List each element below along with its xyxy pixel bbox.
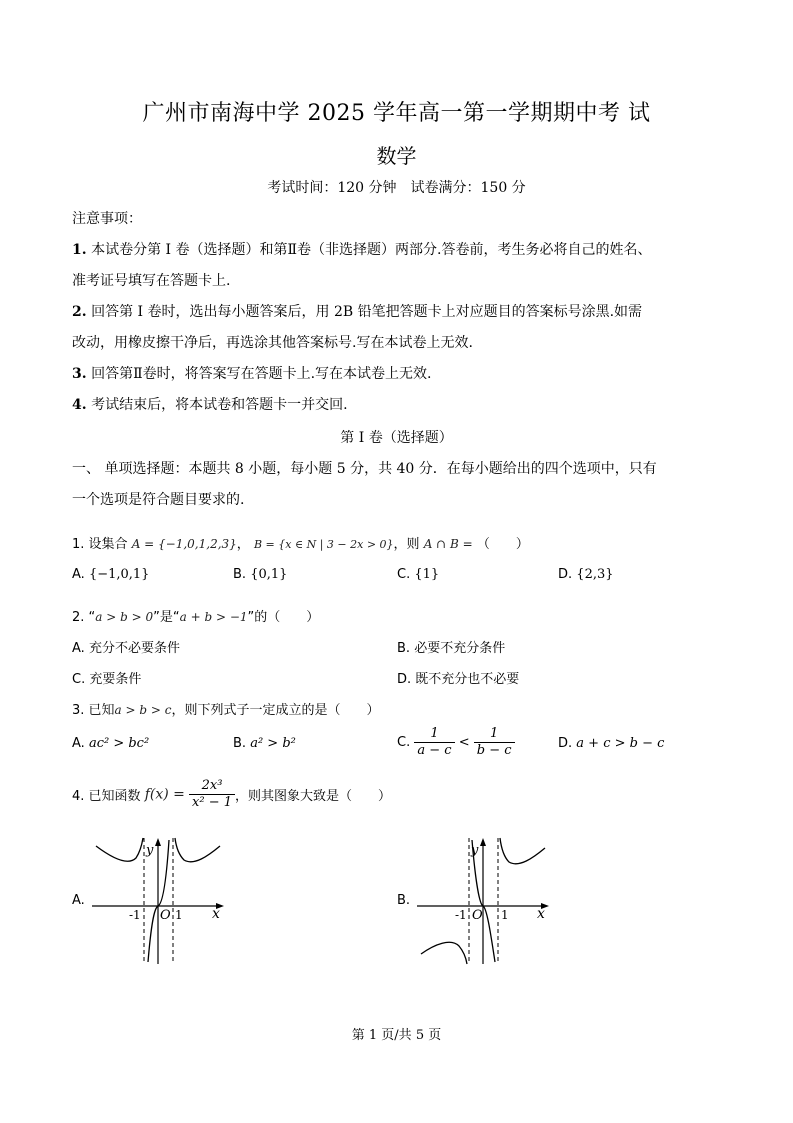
function-fraction (189, 778, 235, 811)
exam-meta: 考试时间：120 分钟 试卷满分：150 分 (267, 180, 526, 196)
answer-paren: （ ） (476, 537, 529, 552)
option-label: B. (233, 567, 247, 582)
part-instructions: 一、 单项选择题：本题共 8 小题，每小题 5 分，共 40 分．在每小题给出的四个选项中，只有 (72, 461, 657, 477)
option-1b[interactable] (233, 567, 287, 582)
option-label: B. (233, 736, 247, 751)
y-axis-arrow (480, 838, 486, 846)
question-text: 4. 已知函数 (72, 789, 141, 804)
option-2d[interactable] (397, 668, 519, 687)
part-instructions-cont: 一个选项是符合题目要求的. (72, 492, 245, 508)
note-number: 1. (72, 242, 87, 258)
tick-label-one: 1 (175, 908, 183, 922)
set-b-expr: B = {x ∈ N | 3 − 2x > 0} (253, 538, 394, 551)
numerator: 1 (414, 726, 454, 743)
option-3c[interactable] (397, 726, 515, 759)
x-axis-label: x (537, 906, 545, 922)
option-value: 既不充分也不必要 (415, 672, 520, 687)
option-value: {−1,0,1} (88, 567, 150, 582)
question-text: ，则 (393, 537, 420, 552)
option-2c[interactable] (72, 668, 141, 687)
option-label: C. (72, 672, 86, 687)
note-2-cont: 改动，用橡皮擦干净后，再选涂其他答案标号.写在本试卷上无效. (72, 335, 473, 351)
y-axis-label: y (146, 843, 154, 858)
less-than-op: < (458, 735, 470, 750)
question-text: ”是“ (153, 610, 180, 625)
condition-expr: a > b > 0 (95, 610, 154, 624)
note-number: 2. (72, 304, 87, 320)
option-1d[interactable] (558, 567, 614, 582)
intersection-expr: A ∩ B = (423, 537, 473, 551)
option-value: ac² > bc² (88, 736, 150, 751)
option-3d[interactable] (558, 736, 664, 751)
option-value: 充分不必要条件 (88, 641, 180, 656)
x-axis-label: x (212, 906, 220, 922)
section-heading: 第 I 卷（选择题） (340, 430, 453, 446)
fraction-2 (474, 726, 515, 759)
question-text: 3. 已知 (72, 703, 115, 718)
denominator: a − c (417, 743, 452, 758)
note-2 (72, 297, 642, 327)
note-4 (72, 390, 348, 420)
option-value: 必要不充分条件 (414, 641, 506, 656)
note-number: 4. (72, 397, 87, 413)
option-label: A. (72, 641, 85, 656)
numerator: 1 (474, 726, 515, 743)
option-3a[interactable] (72, 736, 149, 751)
separator: ， (236, 537, 250, 552)
option-label: A. (72, 567, 85, 582)
function-name: f(x) = (144, 786, 185, 803)
note-1-cont: 准考证号填写在答题卡上. (72, 273, 231, 289)
condition-expr: a + b > −1 (179, 610, 248, 624)
note-text: 考试结束后，将本试卷和答题卡一并交回. (91, 397, 348, 413)
question-2-stem (72, 606, 319, 625)
option-value: 充要条件 (89, 672, 142, 687)
origin-label: O (160, 908, 171, 923)
option-value: a² > b² (250, 736, 296, 751)
origin-label: O (472, 908, 483, 923)
option-label: B. (397, 641, 411, 656)
option-label: D. (397, 672, 412, 687)
condition-expr: a > b > c (114, 703, 172, 717)
page-footer: 第 1 页/共 5 页 (351, 1028, 442, 1043)
denominator: x² − 1 (192, 795, 232, 810)
curve-left-branch (421, 942, 467, 964)
curve-right-branch (175, 838, 220, 862)
y-axis-arrow (155, 838, 161, 846)
tick-label-one: 1 (501, 908, 509, 922)
option-value: {2,3} (576, 567, 614, 582)
note-text: 回答第Ⅱ卷时，将答案写在答题卡上.写在本试卷上无效. (91, 366, 432, 382)
fraction-1 (414, 726, 454, 759)
exam-subject: 数学 (376, 144, 417, 168)
numerator: 2x³ (189, 778, 235, 795)
question-text: 2. “ (72, 610, 96, 625)
curve-right-branch (500, 838, 545, 864)
option-value: a + c > b − c (576, 736, 665, 751)
option-3b[interactable] (233, 736, 296, 751)
graph-b[interactable] (417, 836, 557, 966)
note-text: 回答第 I 卷时，选出每小题答案后，用 2B 铅笔把答题卡上对应题目的答案标号涂黑.如需 (91, 304, 643, 320)
notes-heading: 注意事项： (72, 211, 142, 227)
curve-left-branch (96, 838, 143, 861)
option-2a[interactable] (72, 637, 180, 656)
note-1 (72, 235, 651, 265)
option-4a-label[interactable]: A. (72, 893, 85, 908)
note-number: 3. (72, 366, 87, 382)
set-a-expr: A = {−1,0,1,2,3} (131, 537, 237, 551)
option-4b-label[interactable]: B. (397, 893, 411, 908)
denominator: b − c (476, 743, 512, 758)
question-text: 1. 设集合 (72, 537, 128, 552)
option-1c[interactable] (397, 567, 439, 582)
question-text: ”的（ ） (247, 610, 320, 625)
question-1-stem (72, 533, 529, 552)
question-text: ，则下列式子一定成立的是（ ） (171, 703, 380, 718)
option-1a[interactable] (72, 567, 149, 582)
graph-a[interactable] (92, 836, 232, 966)
option-value: {1} (414, 567, 440, 582)
exam-title: 广州市南海中学 2025 学年高一第一学期期中考 试 (142, 101, 651, 126)
option-label: A. (72, 736, 85, 751)
question-text: ，则其图象大致是（ ） (235, 789, 392, 804)
option-label: D. (558, 567, 573, 582)
question-4-stem (72, 778, 391, 811)
option-value: {0,1} (250, 567, 288, 582)
option-label: C. (397, 735, 411, 750)
option-2b[interactable] (397, 637, 505, 656)
note-text: 本试卷分第 I 卷（选择题）和第Ⅱ卷（非选择题）两部分.答卷前，考生务必将自己的姓名、 (91, 242, 652, 258)
tick-label-neg-one: -1 (129, 908, 141, 922)
question-3-stem (72, 699, 380, 718)
note-3 (72, 359, 432, 389)
tick-label-neg-one: -1 (455, 908, 467, 922)
option-label: C. (397, 567, 411, 582)
option-label: D. (558, 736, 573, 751)
y-axis-label: y (471, 843, 479, 858)
